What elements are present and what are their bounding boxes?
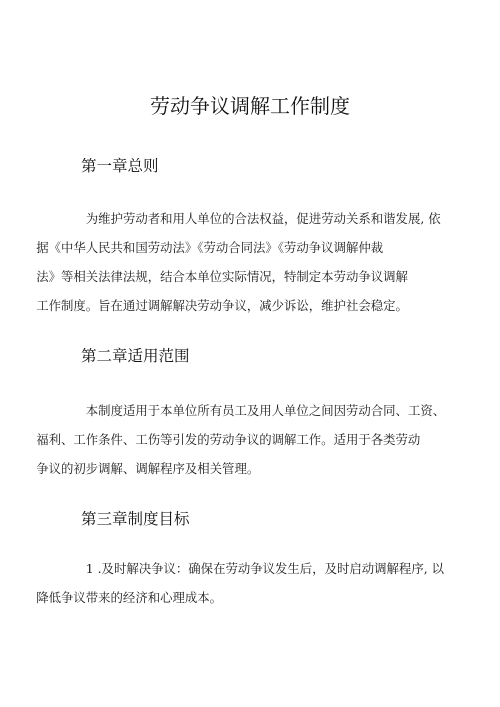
paragraph-line: 福利、工作条件、工伤等引发的劳动争议的调解工作。适用于各类劳动 [36, 432, 421, 447]
paragraph-line: 降低争议带来的经济和心理成本。 [36, 590, 223, 605]
chapter-heading-3: 第三章制度目标 [81, 510, 190, 528]
chapter-2-paragraph [36, 396, 446, 483]
chapter-3-paragraph [36, 554, 444, 612]
paragraph-line: 1 .及时解决争议：确保在劳动争议发生后，及时启动调解程序, 以 [85, 561, 444, 576]
document-title: 劳动争议调解工作制度 [150, 94, 350, 118]
chapter-heading-2: 第二章适用范围 [81, 347, 190, 365]
chapter-1-paragraph [36, 204, 444, 320]
paragraph-line: 法》等相关法律法规，结合本单位实际情况，特制定本劳动争议调解 [36, 269, 408, 284]
paragraph-line: 据《中华人民共和国劳动法》《劳动合同法》《劳动争议调解仲裁 [36, 240, 384, 255]
paragraph-line: 为维护劳动者和用人单位的合法权益，促进劳动关系和谐发展, 依 [85, 211, 441, 226]
chapter-heading-1: 第一章总则 [81, 157, 159, 175]
paragraph-line: 争议的初步调解、调解程序及相关管理。 [36, 461, 260, 476]
paragraph-line: 工作制度。旨在通过调解解决劳动争议，减少诉讼，维护社会稳定。 [36, 298, 408, 313]
paragraph-line: 本制度适用于本单位所有员工及用人单位之间因劳动合同、工资、 [85, 403, 446, 418]
